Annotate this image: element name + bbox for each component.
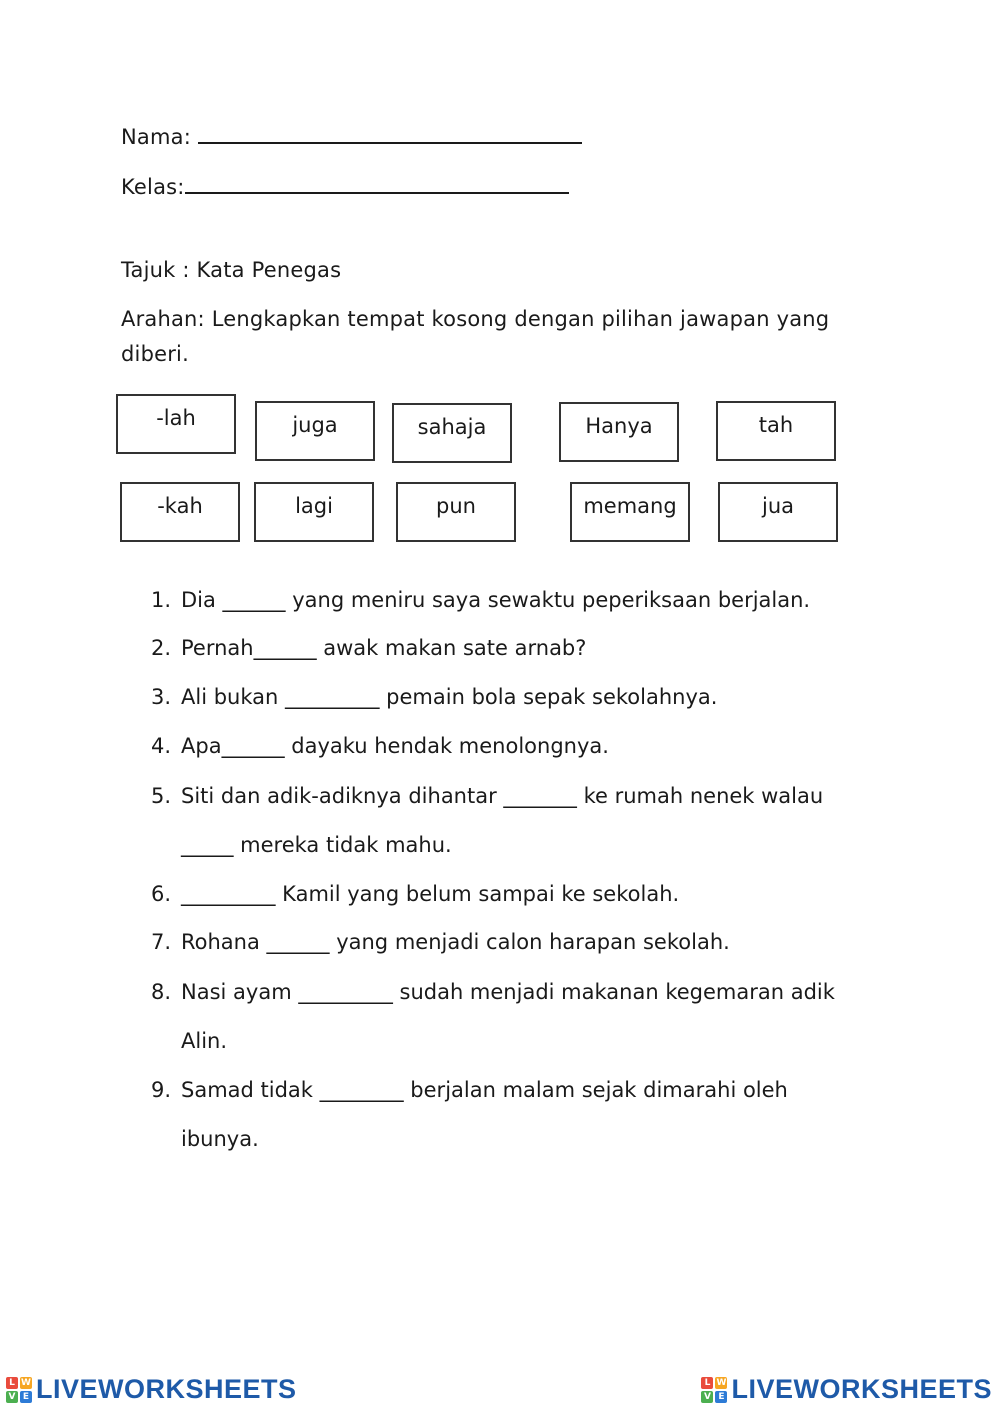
question-text: Ali bukan _________ pemain bola sepak sekolahnya. — [181, 685, 718, 709]
brand-wordmark: LIVEWORKSHEETS — [731, 1374, 992, 1404]
name-input-line[interactable] — [198, 124, 582, 144]
word-box[interactable] — [396, 482, 516, 542]
question-number: 1. — [151, 588, 172, 612]
question-text: Siti dan adik-adiknya dihantar _______ ke rumah nenek walau — [181, 784, 824, 808]
class-input-line[interactable] — [185, 174, 569, 194]
question-number: 4. — [151, 734, 172, 758]
word-label: -kah — [157, 494, 203, 518]
word-label: jua — [761, 494, 794, 518]
class-label: Kelas: — [121, 175, 185, 199]
question-number: 6. — [151, 882, 172, 906]
brand-wordmark: LIVEWORKSHEETS — [36, 1374, 297, 1404]
page-title: Tajuk : Kata Penegas — [121, 258, 342, 282]
question-number: 2. — [151, 636, 172, 660]
word-box[interactable] — [716, 401, 836, 461]
word-label: -lah — [156, 406, 196, 430]
brand-left — [6, 1374, 297, 1405]
word-label: pun — [436, 494, 476, 518]
liveworksheets-logo-icon — [701, 1377, 727, 1403]
instructions-line-2: diberi. — [121, 342, 189, 366]
word-label: tah — [758, 413, 794, 437]
logo-letter: V — [701, 1391, 713, 1403]
question-item — [151, 882, 679, 906]
word-box[interactable] — [570, 482, 690, 542]
logo-letter: L — [6, 1377, 18, 1389]
question-item — [151, 930, 730, 954]
logo-letter: W — [716, 1377, 727, 1388]
question-item — [151, 734, 609, 758]
logo-letter: W — [21, 1377, 31, 1388]
question-number: 8. — [151, 980, 172, 1004]
question-number: 7. — [151, 930, 172, 954]
question-text: _________ Kamil yang belum sampai ke sekolah. — [181, 882, 680, 906]
question-text: Pernah______ awak makan sate arnab? — [181, 636, 587, 660]
question-text: Rohana ______ yang menjadi calon harapan sekolah. — [181, 930, 730, 954]
question-text: Nasi ayam _________ sudah menjadi makanan kegemaran adik — [181, 980, 835, 1004]
question-text: Dia ______ yang meniru saya sewaktu peperiksaan berjalan. — [181, 588, 811, 612]
word-box[interactable] — [120, 482, 240, 542]
word-label: sahaja — [417, 415, 487, 439]
question-number: 5. — [151, 784, 172, 808]
question-item — [151, 588, 810, 612]
liveworksheets-logo-icon — [6, 1377, 32, 1403]
word-box[interactable] — [116, 394, 236, 454]
word-label: juga — [292, 413, 338, 437]
question-number: 3. — [151, 685, 172, 709]
word-box[interactable] — [254, 482, 374, 542]
question-item — [151, 636, 586, 660]
word-box[interactable] — [392, 403, 512, 463]
question-continuation: _____ mereka tidak mahu. — [181, 833, 452, 857]
question-item — [151, 1078, 788, 1102]
word-box[interactable] — [559, 402, 679, 462]
word-label: Hanya — [585, 414, 653, 438]
word-label: memang — [583, 494, 677, 518]
logo-letter: E — [20, 1391, 32, 1403]
question-item — [151, 685, 717, 709]
question-text: Samad tidak ________ berjalan malam sejak dimarahi oleh — [181, 1078, 788, 1102]
name-field-row — [121, 124, 582, 149]
name-label: Nama: — [121, 125, 191, 149]
class-field-row — [121, 174, 569, 199]
instructions-line-1: Arahan: Lengkapkan tempat kosong dengan pilihan jawapan yang — [121, 307, 830, 331]
logo-letter: E — [715, 1391, 727, 1403]
logo-letter: L — [701, 1377, 713, 1389]
question-continuation: ibunya. — [181, 1127, 259, 1151]
logo-letter: V — [6, 1391, 18, 1403]
brand-right — [701, 1374, 992, 1405]
question-item — [151, 784, 823, 808]
question-continuation: Alin. — [181, 1029, 228, 1053]
word-box[interactable] — [255, 401, 375, 461]
word-label: lagi — [295, 494, 333, 518]
question-number: 9. — [151, 1078, 172, 1102]
word-box[interactable] — [718, 482, 838, 542]
question-item — [151, 980, 835, 1004]
question-text: Apa______ dayaku hendak menolongnya. — [181, 734, 609, 758]
